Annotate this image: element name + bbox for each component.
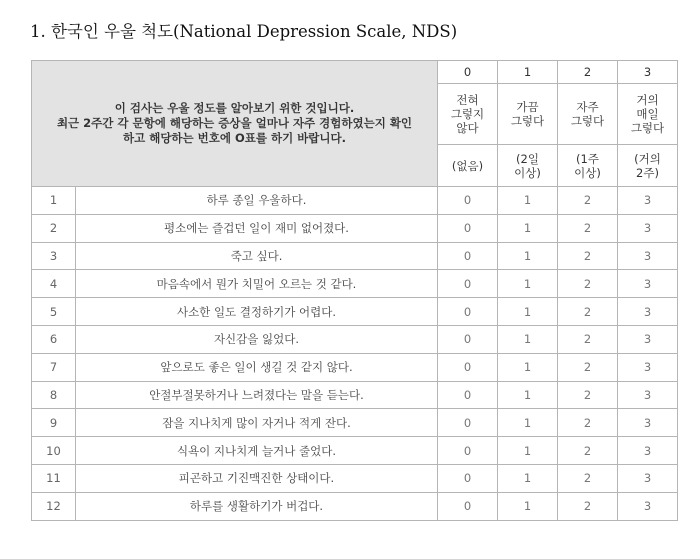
item-text: 죽고 싶다. <box>76 242 438 270</box>
instruction-line-2: 최근 2주간 각 문항에 해당하는 증상을 얼마나 자주 경험하였는지 확인 <box>56 116 413 130</box>
item-text: 잠을 지나치게 많이 자거나 적게 잔다. <box>76 409 438 437</box>
score-cell-1[interactable]: 1 <box>498 492 558 520</box>
frequency-header-1 <box>498 84 558 145</box>
item-text: 안절부절못하거나 느려졌다는 말을 듣는다. <box>76 381 438 409</box>
frequency-line: 그렇지 <box>450 107 485 121</box>
score-cell-0[interactable]: 0 <box>438 298 498 326</box>
frequency-header-3 <box>618 84 678 145</box>
item-text: 하루를 생활하기가 버겁다. <box>76 492 438 520</box>
frequency-line: 거의 <box>636 93 659 107</box>
duration-line: 이상) <box>514 165 541 180</box>
table-row <box>32 381 678 409</box>
document-title: 1. 한국인 우울 척도(National Depression Scale, NDS) <box>30 22 458 41</box>
header-score-row <box>32 61 678 84</box>
score-cell-0[interactable]: 0 <box>438 409 498 437</box>
table-row <box>32 464 678 492</box>
score-cell-1[interactable]: 1 <box>498 325 558 353</box>
score-cell-0[interactable]: 0 <box>438 325 498 353</box>
item-number: 7 <box>32 353 76 381</box>
item-number: 4 <box>32 270 76 298</box>
frequency-line: 그렇다 <box>630 121 665 135</box>
duration-line: (거의 <box>634 151 661 166</box>
item-number: 9 <box>32 409 76 437</box>
duration-line: (없음) <box>451 158 484 173</box>
score-cell-0[interactable]: 0 <box>438 270 498 298</box>
score-cell-0[interactable]: 0 <box>438 437 498 465</box>
item-rows <box>32 187 678 521</box>
table-row <box>32 214 678 242</box>
score-cell-3[interactable]: 3 <box>618 242 678 270</box>
score-cell-0[interactable]: 0 <box>438 381 498 409</box>
item-text: 마음속에서 뭔가 치밀어 오르는 것 같다. <box>76 270 438 298</box>
duration-header-3 <box>618 145 678 187</box>
duration-line: (2일 <box>516 151 539 166</box>
score-cell-2[interactable]: 2 <box>558 270 618 298</box>
frequency-line: 않다 <box>456 121 479 135</box>
item-number: 10 <box>32 437 76 465</box>
frequency-line: 가끔 <box>516 100 539 114</box>
duration-header-0 <box>438 145 498 187</box>
score-cell-2[interactable]: 2 <box>558 381 618 409</box>
instruction-line-3: 하고 해당하는 번호에 O표를 하기 바랍니다. <box>122 131 346 145</box>
item-text: 앞으로도 좋은 일이 생길 것 같지 않다. <box>76 353 438 381</box>
item-number: 11 <box>32 464 76 492</box>
score-cell-3[interactable]: 3 <box>618 187 678 215</box>
score-cell-1[interactable]: 1 <box>498 381 558 409</box>
duration-header-2 <box>558 145 618 187</box>
table-row <box>32 298 678 326</box>
score-cell-1[interactable]: 1 <box>498 437 558 465</box>
instructions-cell <box>32 61 438 187</box>
score-cell-3[interactable]: 3 <box>618 464 678 492</box>
score-header-1: 1 <box>498 61 558 84</box>
score-cell-0[interactable]: 0 <box>438 187 498 215</box>
score-cell-1[interactable]: 1 <box>498 353 558 381</box>
score-cell-2[interactable]: 2 <box>558 409 618 437</box>
instruction-line-1: 이 검사는 우울 정도를 알아보기 위한 것입니다. <box>114 101 355 115</box>
score-cell-2[interactable]: 2 <box>558 298 618 326</box>
item-number: 5 <box>32 298 76 326</box>
frequency-header-2 <box>558 84 618 145</box>
score-cell-1[interactable]: 1 <box>498 270 558 298</box>
score-header-3: 3 <box>618 61 678 84</box>
score-cell-3[interactable]: 3 <box>618 298 678 326</box>
score-cell-1[interactable]: 1 <box>498 214 558 242</box>
table-row <box>32 492 678 520</box>
score-cell-0[interactable]: 0 <box>438 353 498 381</box>
score-cell-2[interactable]: 2 <box>558 214 618 242</box>
frequency-line: 매일 <box>636 107 659 121</box>
score-header-0: 0 <box>438 61 498 84</box>
item-text: 자신감을 잃었다. <box>76 325 438 353</box>
duration-line: (1주 <box>576 151 599 166</box>
score-cell-3[interactable]: 3 <box>618 409 678 437</box>
table-row <box>32 187 678 215</box>
score-cell-2[interactable]: 2 <box>558 492 618 520</box>
score-cell-3[interactable]: 3 <box>618 214 678 242</box>
score-cell-2[interactable]: 2 <box>558 325 618 353</box>
table-row <box>32 409 678 437</box>
score-cell-3[interactable]: 3 <box>618 492 678 520</box>
item-text: 하루 종일 우울하다. <box>76 187 438 215</box>
duration-line: 이상) <box>574 165 601 180</box>
table-row <box>32 437 678 465</box>
score-cell-0[interactable]: 0 <box>438 242 498 270</box>
score-cell-1[interactable]: 1 <box>498 298 558 326</box>
item-number: 6 <box>32 325 76 353</box>
frequency-line: 자주 <box>576 100 599 114</box>
score-cell-3[interactable]: 3 <box>618 270 678 298</box>
score-cell-3[interactable]: 3 <box>618 325 678 353</box>
score-cell-3[interactable]: 3 <box>618 381 678 409</box>
duration-line: 2주) <box>636 165 659 180</box>
score-cell-2[interactable]: 2 <box>558 242 618 270</box>
item-number: 8 <box>32 381 76 409</box>
item-number: 1 <box>32 187 76 215</box>
duration-header-1 <box>498 145 558 187</box>
score-header-2: 2 <box>558 61 618 84</box>
score-cell-1[interactable]: 1 <box>498 409 558 437</box>
score-cell-1[interactable]: 1 <box>498 242 558 270</box>
score-cell-2[interactable]: 2 <box>558 464 618 492</box>
score-cell-2[interactable]: 2 <box>558 437 618 465</box>
table-row <box>32 353 678 381</box>
frequency-header-0 <box>438 84 498 145</box>
score-cell-2[interactable]: 2 <box>558 353 618 381</box>
nds-table <box>31 60 678 521</box>
item-text: 식욕이 지나치게 늘거나 줄었다. <box>76 437 438 465</box>
frequency-line: 전혀 <box>456 93 479 107</box>
frequency-line: 그렇다 <box>510 114 545 128</box>
item-text: 피곤하고 기진맥진한 상태이다. <box>76 464 438 492</box>
item-number: 3 <box>32 242 76 270</box>
table-row <box>32 242 678 270</box>
item-text: 평소에는 즐겁던 일이 재미 없어졌다. <box>76 214 438 242</box>
score-cell-1[interactable]: 1 <box>498 187 558 215</box>
table-row <box>32 325 678 353</box>
score-cell-3[interactable]: 3 <box>618 437 678 465</box>
score-cell-2[interactable]: 2 <box>558 187 618 215</box>
item-number: 12 <box>32 492 76 520</box>
table-row <box>32 270 678 298</box>
score-cell-0[interactable]: 0 <box>438 492 498 520</box>
score-cell-1[interactable]: 1 <box>498 464 558 492</box>
score-cell-0[interactable]: 0 <box>438 214 498 242</box>
score-cell-0[interactable]: 0 <box>438 464 498 492</box>
item-text: 사소한 일도 결정하기가 어렵다. <box>76 298 438 326</box>
score-cell-3[interactable]: 3 <box>618 353 678 381</box>
item-number: 2 <box>32 214 76 242</box>
frequency-line: 그렇다 <box>570 114 605 128</box>
